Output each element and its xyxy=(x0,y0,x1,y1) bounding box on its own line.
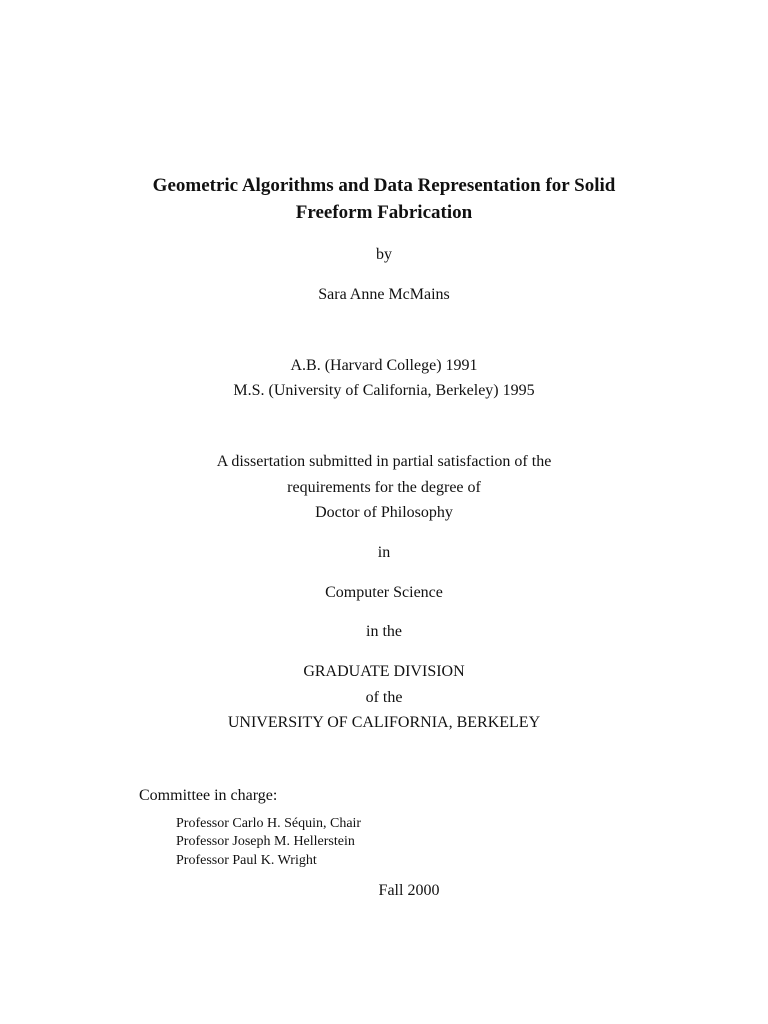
degree-name: Doctor of Philosophy xyxy=(315,504,453,521)
dissertation-title-line-2: Freeform Fabrication xyxy=(295,202,473,223)
degree-ms: M.S. (University of California, Berkeley) 1995 xyxy=(233,382,535,399)
committee-member: Professor Paul K. Wright xyxy=(176,853,317,868)
dissertation-title-line-1: Geometric Algorithms and Data Representation for Solid xyxy=(152,175,616,196)
author-name: Sara Anne McMains xyxy=(318,286,450,303)
committee-member-chair: Professor Carlo H. Séquin, Chair xyxy=(176,816,362,831)
in-the-label: in the xyxy=(366,623,402,640)
of-the-label: of the xyxy=(365,689,403,706)
in-label: in xyxy=(377,544,391,561)
degree-ab: A.B. (Harvard College) 1991 xyxy=(290,357,478,374)
field-of-study: Computer Science xyxy=(325,584,443,601)
university-name: UNIVERSITY OF CALIFORNIA, BERKELEY xyxy=(227,714,541,731)
submission-date: Fall 2000 xyxy=(378,882,440,899)
graduate-division: GRADUATE DIVISION xyxy=(303,663,465,680)
submission-line-2: requirements for the degree of xyxy=(287,479,481,496)
committee-member: Professor Joseph M. Hellerstein xyxy=(176,834,355,849)
committee-label: Committee in charge: xyxy=(139,787,278,804)
by-label: by xyxy=(376,246,392,263)
submission-line-1: A dissertation submitted in partial satisfaction of the xyxy=(216,453,552,470)
